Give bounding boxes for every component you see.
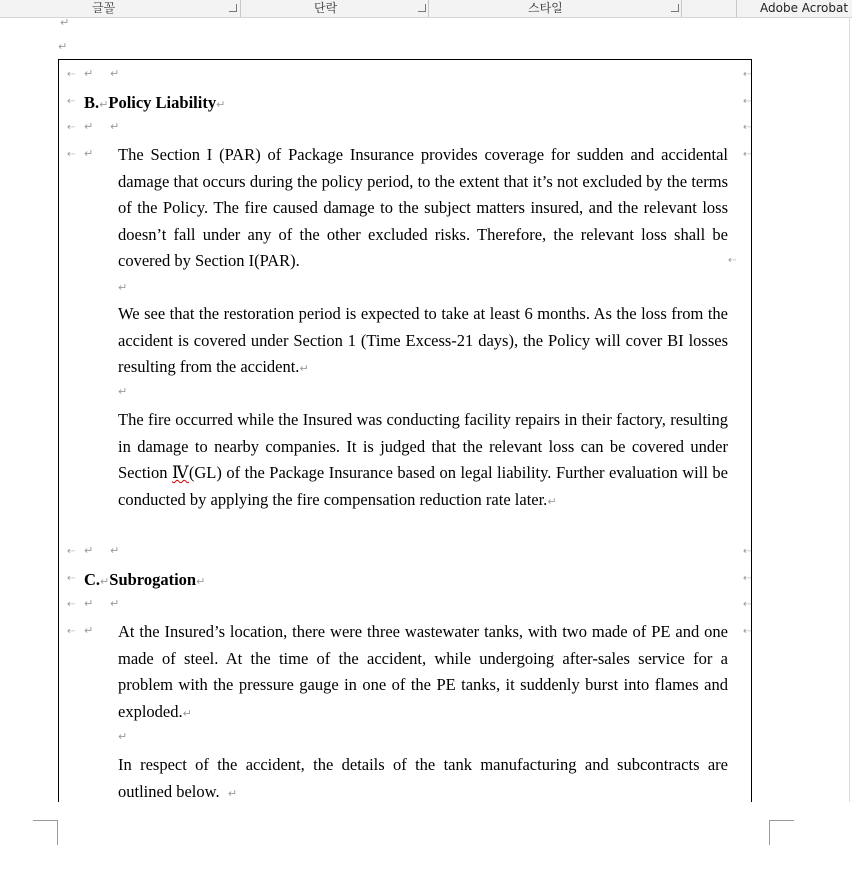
font-dialog-launcher-icon[interactable]: [229, 4, 237, 12]
section-c-heading: [84, 570, 205, 590]
section-c-label: C.: [84, 570, 101, 589]
cell-end-icon: ⇠: [743, 149, 752, 160]
paragraph-mark-icon: ↵: [99, 98, 109, 111]
paragraph-text: We see that the restoration period is expected to take at least 6 months. As the loss from the accident is covered under Section 1 (Time Excess-21 days), the Policy will cover BI losses resulting from the accident.: [118, 304, 728, 376]
paragraph-text: In respect of the accident, the details of the tank manufacturing and subcontracts are outlined below.: [118, 755, 728, 801]
page-gap: [0, 802, 852, 874]
cell-marker-icon: ⇠: [67, 626, 76, 637]
cell-marker-icon: ⇠: [67, 122, 76, 133]
cell-end-icon: ⇠: [743, 573, 752, 584]
paragraph-mark-icon: ↵: [84, 120, 94, 133]
paragraph-mark-icon: ↵: [100, 575, 110, 588]
paragraph-mark-icon: ↵: [110, 544, 120, 557]
paragraph-mark-icon: ↵: [118, 730, 128, 743]
cell-marker-icon: ⇠: [67, 96, 76, 107]
section-b-paragraph-2: [118, 301, 728, 383]
paragraph-dialog-launcher-icon[interactable]: [418, 4, 426, 12]
paragraph-text: The Section I (PAR) of Package Insurance provides coverage for sudden and accidental damage that occurs during the policy period, to the extent that it’s not excluded by the terms of the Policy. The fire caused damage to the subject matters insured, and the relevant loss doesn’t fall under any of the other excluded risks. Therefore, the relevant loss shall be covered by Section I(PAR).: [118, 145, 728, 270]
paragraph-mark-icon: ↵: [299, 362, 309, 375]
paragraph-text: The fire occurred while the Insured was conducting facility repairs in their factory, resulting in damage to nearby companies. It is judged that the relevant loss can be covered under Section: [118, 410, 728, 482]
paragraph-mark-icon: ↵: [84, 624, 94, 637]
paragraph-mark-icon: ↵: [547, 494, 557, 508]
paragraph-mark-icon: ↵: [110, 120, 120, 133]
cell-marker-icon: ⇠: [67, 599, 76, 610]
cell-end-icon: ⇠: [743, 96, 752, 107]
spellcheck-flagged-word[interactable]: Ⅳ: [172, 463, 189, 482]
crop-mark-right: [769, 820, 794, 845]
paragraph-mark-icon: ↵: [110, 597, 120, 610]
cell-marker-icon: ⇠: [67, 573, 76, 584]
ribbon-group-adobe-acrobat: Adobe Acrobat: [760, 1, 849, 15]
paragraph-mark-icon: ↵: [216, 98, 226, 111]
paragraph-mark-icon: ↵: [182, 706, 192, 720]
crop-mark-left: [33, 820, 58, 845]
cell-end-icon: ⇠: [743, 122, 752, 133]
ribbon-separator: [736, 0, 737, 17]
ribbon-separator: [428, 0, 429, 17]
ribbon-separator: [240, 0, 241, 17]
paragraph-mark-icon: ↵: [110, 67, 120, 80]
cell-end-icon: ⇠: [743, 599, 752, 610]
cell-end-icon: ⇠: [743, 69, 752, 80]
paragraph-mark-icon: ↵: [84, 597, 94, 610]
styles-dialog-launcher-icon[interactable]: [671, 4, 679, 12]
paragraph-mark-icon: ↵: [84, 147, 94, 160]
section-b-heading: [84, 93, 225, 113]
paragraph-mark-icon: ↵: [84, 67, 94, 80]
cell-end-icon: ⇠: [743, 546, 752, 557]
ribbon-group-paragraph: 단락: [314, 1, 338, 15]
section-b-paragraph-3: [118, 407, 728, 515]
scroll-edge: [849, 17, 850, 874]
cell-marker-icon: ⇠: [67, 69, 76, 80]
paragraph-mark-icon: ↵: [58, 40, 68, 53]
section-c-paragraph-2: [118, 752, 728, 807]
section-c-paragraph-1: [118, 619, 728, 727]
paragraph-mark-icon: ↵: [227, 786, 238, 800]
paragraph-mark-icon: ↵: [118, 385, 128, 398]
ribbon-group-labels: [0, 0, 852, 18]
paragraph-text: At the Insured’s location, there were three wastewater tanks, with two made of PE and one made of steel. At the time of the accident, while undergoing after-sales service for a problem with the pressure gauge in one of the PE tanks, it suddenly burst into flames and exploded.: [118, 622, 728, 721]
paragraph-mark-icon: ↵: [118, 281, 128, 294]
section-c-title: Subrogation: [109, 570, 197, 589]
section-b-paragraph-1: [118, 142, 728, 275]
cell-marker-icon: ⇠: [67, 546, 76, 557]
ribbon-group-styles: 스타일: [528, 1, 563, 15]
paragraph-text: (GL) of the Package Insurance based on legal liability. Further evaluation will be conducted by applying the fire compensation reduction rate later.: [118, 463, 728, 509]
cell-end-icon: ⇠: [743, 626, 752, 637]
ribbon-group-font: 글꼴: [92, 1, 116, 15]
section-b-title: Policy Liability: [108, 93, 217, 112]
ribbon-separator: [681, 0, 682, 17]
paragraph-mark-icon: ↵: [196, 575, 206, 588]
cell-marker-icon: ⇠: [67, 149, 76, 160]
paragraph-mark-icon: ↵: [84, 544, 94, 557]
cell-end-icon: ⇠: [728, 255, 737, 266]
section-b-label: B.: [84, 93, 100, 112]
paragraph-mark-icon: ↵: [60, 16, 70, 29]
